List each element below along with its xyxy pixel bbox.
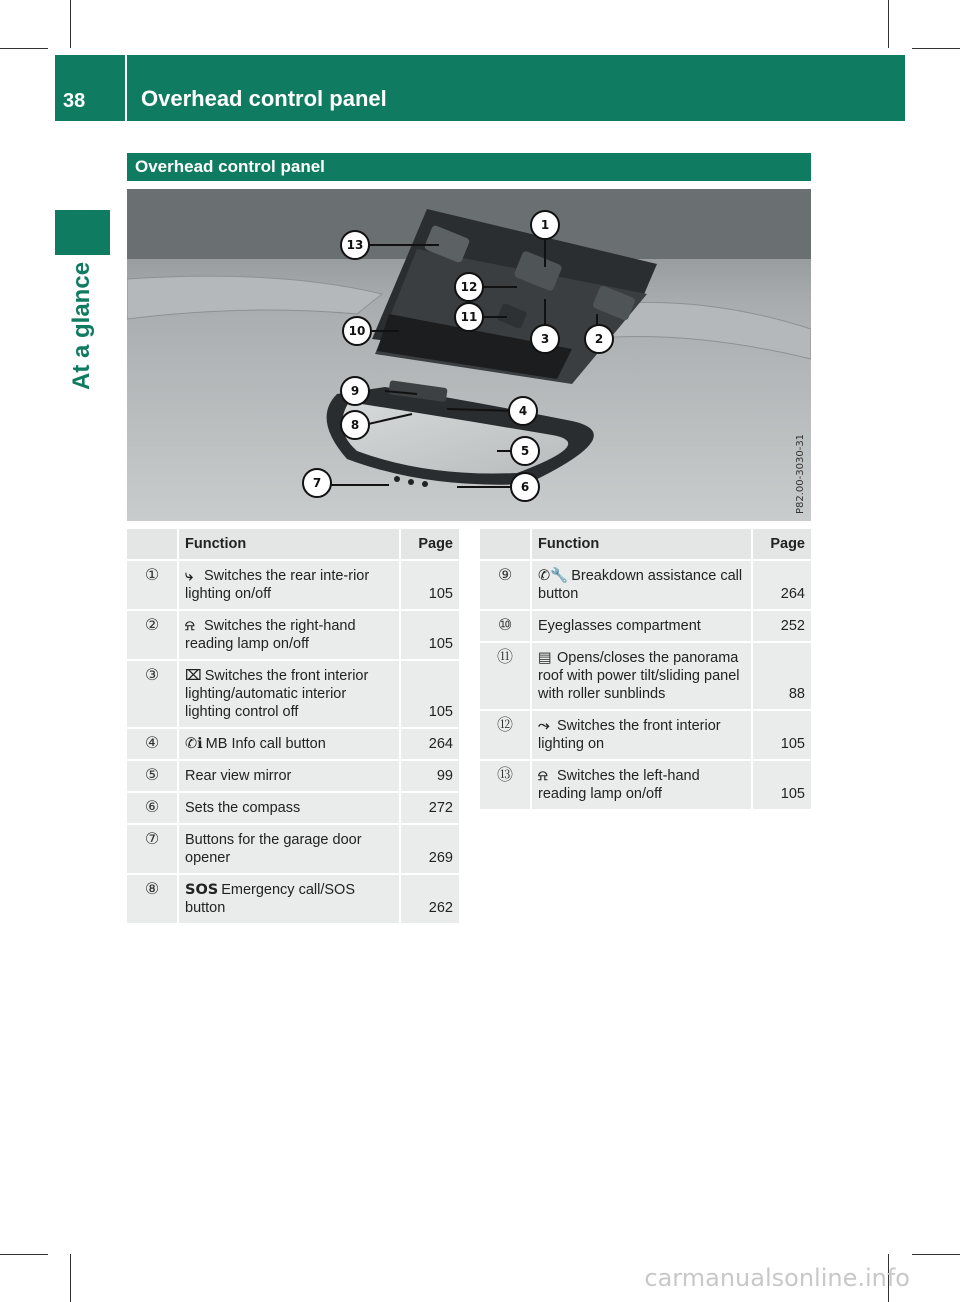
table-row <box>480 561 811 609</box>
page-reference: 262 <box>401 875 459 923</box>
crop-mark <box>912 48 960 49</box>
item-number: ⑪ <box>480 643 530 709</box>
reading-lamp-icon: ⍾ <box>185 618 195 634</box>
function-text: Switches the front interior lighting/automatic interior lighting control off <box>185 668 369 720</box>
function-cell <box>532 611 751 641</box>
table-header-blank <box>127 529 177 559</box>
callout-label: 2 <box>594 332 604 346</box>
table-row <box>480 611 811 641</box>
page-reference: 269 <box>401 825 459 873</box>
function-text: Breakdown assistance call button <box>538 568 743 602</box>
overhead-panel-photo <box>127 189 811 521</box>
callout-label: 5 <box>520 444 530 458</box>
page-reference: 105 <box>753 711 811 759</box>
table-row <box>127 761 459 791</box>
function-text: Sets the compass <box>185 800 301 816</box>
function-cell <box>532 761 751 809</box>
page-reference: 88 <box>753 643 811 709</box>
item-number: ⑦ <box>127 825 177 873</box>
figure-code: P82.00-3030-31 <box>795 433 806 514</box>
table-header-blank <box>480 529 530 559</box>
table-row <box>127 561 459 609</box>
item-number: ⑥ <box>127 793 177 823</box>
function-table-right <box>478 527 813 811</box>
page-reference: 264 <box>753 561 811 609</box>
page-reference: 105 <box>753 761 811 809</box>
item-number: ⑨ <box>480 561 530 609</box>
table-row <box>127 825 459 873</box>
page-reference: 252 <box>753 611 811 641</box>
sunroof-icon: ▤ <box>538 650 552 666</box>
function-cell <box>179 793 399 823</box>
function-cell <box>532 561 751 609</box>
item-number: ⑬ <box>480 761 530 809</box>
crop-mark <box>888 0 889 48</box>
callout-label: 12 <box>460 280 478 294</box>
page-reference: 105 <box>401 611 459 659</box>
watermark: carmanualsonline.info <box>644 1264 910 1292</box>
function-cell <box>532 643 751 709</box>
item-number: ⑩ <box>480 611 530 641</box>
item-number: ⑤ <box>127 761 177 791</box>
crop-mark <box>70 0 71 48</box>
table-header-page: Page <box>401 529 459 559</box>
item-number: ④ <box>127 729 177 759</box>
callout-label: 13 <box>346 238 364 252</box>
item-number: ② <box>127 611 177 659</box>
table-header-function: Function <box>179 529 399 559</box>
table-header-page: Page <box>753 529 811 559</box>
reading-lamp-icon: ⍾ <box>538 768 548 784</box>
function-text: Switches the rear inte-rior lighting on/off <box>185 568 370 602</box>
page-reference: 105 <box>401 561 459 609</box>
page-reference: 272 <box>401 793 459 823</box>
callout-label: 6 <box>520 480 530 494</box>
item-number: ⑫ <box>480 711 530 759</box>
callout-label: 11 <box>460 310 478 324</box>
function-cell <box>532 711 751 759</box>
front-light-icon: ⤳ <box>538 718 550 734</box>
callout-label: 8 <box>350 418 360 432</box>
table-header-function: Function <box>532 529 751 559</box>
crop-mark <box>912 1254 960 1255</box>
function-table-left <box>125 527 461 925</box>
header-divider <box>125 55 127 121</box>
function-text: MB Info call button <box>205 736 326 752</box>
item-number: ⑧ <box>127 875 177 923</box>
function-text: Opens/closes the panorama roof with power tilt/sliding panel with roller sunblinds <box>538 650 740 702</box>
function-text: Emergency call/SOS button <box>185 882 355 916</box>
page-number: 38 <box>63 90 86 112</box>
page-reference: 264 <box>401 729 459 759</box>
light-off-icon: ⌧ <box>185 668 202 684</box>
info-call-icon: ✆ℹ <box>185 736 203 752</box>
callout-label: 7 <box>312 476 322 490</box>
function-cell <box>179 761 399 791</box>
item-number: ① <box>127 561 177 609</box>
function-text: Switches the left-hand reading lamp on/off <box>538 768 700 802</box>
crop-mark <box>0 48 48 49</box>
sos-icon: SOS <box>185 882 219 898</box>
side-tab <box>55 210 110 255</box>
page-reference: 99 <box>401 761 459 791</box>
table-row <box>127 793 459 823</box>
function-text: Buttons for the garage door opener <box>185 832 362 866</box>
callout-label: 10 <box>348 324 366 338</box>
function-cell <box>179 561 399 609</box>
function-text: Switches the front interior lighting on <box>538 718 721 752</box>
table-row <box>127 729 459 759</box>
side-chapter-label: At a glance <box>68 261 95 390</box>
item-number: ③ <box>127 661 177 727</box>
table-row <box>480 761 811 809</box>
function-cell <box>179 825 399 873</box>
function-text: Eyeglasses compartment <box>538 618 701 634</box>
table-row <box>480 711 811 759</box>
breakdown-call-icon: ✆🔧 <box>538 568 569 584</box>
table-row <box>480 643 811 709</box>
callout-label: 1 <box>540 218 550 232</box>
callout-label: 4 <box>518 404 528 418</box>
function-cell <box>179 661 399 727</box>
function-text: Rear view mirror <box>185 768 292 784</box>
page-reference: 105 <box>401 661 459 727</box>
callout-label: 3 <box>540 332 550 346</box>
function-cell <box>179 611 399 659</box>
crop-mark <box>0 1254 48 1255</box>
header-title: Overhead control panel <box>141 86 387 111</box>
rear-light-icon: ⤷ <box>185 568 194 584</box>
function-cell <box>179 729 399 759</box>
table-row <box>127 661 459 727</box>
table-row <box>127 875 459 923</box>
crop-mark <box>70 1254 71 1302</box>
table-row <box>127 611 459 659</box>
callout-label: 9 <box>350 384 360 398</box>
section-title: Overhead control panel <box>127 153 811 181</box>
function-cell <box>179 875 399 923</box>
function-text: Switches the right-hand reading lamp on/off <box>185 618 356 652</box>
